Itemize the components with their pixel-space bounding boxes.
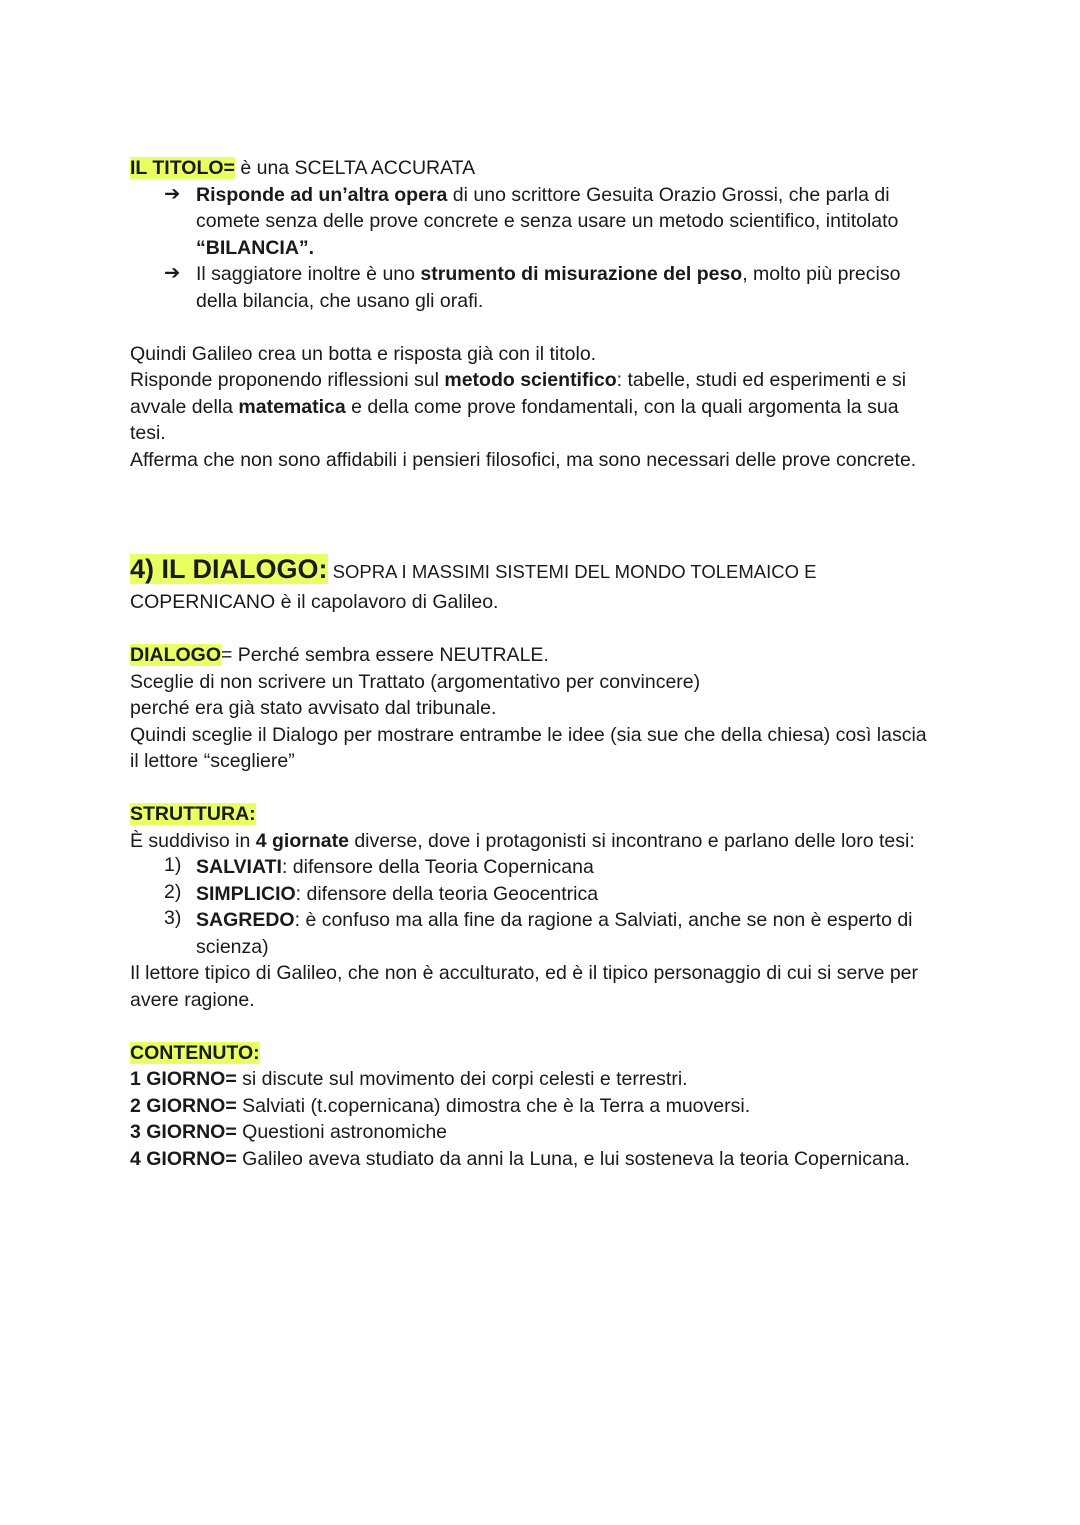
document-page xyxy=(130,155,960,1172)
para-line: avvale della matematica e della come prove fondamentali, con la quali argomenta la sua xyxy=(130,395,899,418)
para-line: Afferma che non sono affidabili i pensieri filosofici, ma sono necessari delle prove concrete. xyxy=(130,448,917,471)
list-item: 2) SIMPLICIO: difensore della teoria Geocentrica xyxy=(164,880,599,905)
para-line: È suddiviso in 4 giornate diverse, dove i protagonisti si incontrano e parlano delle loro tesi: xyxy=(130,829,915,852)
bullet-text: della bilancia, che usano gli orafi. xyxy=(196,289,484,312)
arrow-icon: ➔ xyxy=(164,182,181,205)
bullet-text: Il saggiatore inoltre è uno xyxy=(196,263,421,285)
list-number: 2) xyxy=(164,880,182,903)
para-line: il lettore “scegliere” xyxy=(130,750,295,772)
bullet-bold: “BILANCIA”. xyxy=(196,236,315,259)
contenuto-label: CONTENUTO: xyxy=(130,1041,260,1064)
section-heading: 4) IL DIALOGO: xyxy=(130,554,328,584)
contenuto-row: 1 GIORNO= si discute sul movimento dei corpi celesti e terrestri. xyxy=(130,1068,688,1090)
para-line: Sceglie di non scrivere un Trattato (argomentativo per convincere) xyxy=(130,670,701,693)
para-line: Quindi sceglie il Dialogo per mostrare entrambe le idee (sia sue che della chiesa) così lascia xyxy=(130,723,927,746)
titolo-heading: IL TITOLO= xyxy=(130,157,235,179)
section-heading-line xyxy=(130,552,960,589)
bullet-bold: strumento di misurazione del peso xyxy=(420,263,743,285)
contenuto-row: 4 GIORNO= Galileo aveva studiato da anni la Luna, e lui sosteneva la teoria Copernicana. xyxy=(130,1147,910,1170)
dialogo-def-line: DIALOGO= Perché sembra essere NEUTRALE. xyxy=(130,644,549,666)
titolo-heading-line xyxy=(130,155,960,182)
bullet-text: comete senza delle prove concrete e senza usare un metodo scientifico, intitolato xyxy=(196,210,899,232)
para-line: avere ragione. xyxy=(130,988,255,1011)
list-number: 1) xyxy=(164,854,182,876)
para-line: Risponde proponendo riflessioni sul metodo scientifico: tabelle, studi ed esperimenti e si xyxy=(130,369,907,391)
titolo-bullet-2 xyxy=(130,261,960,314)
bullet-text: di uno scrittore Gesuita Orazio Grossi, che parla di xyxy=(447,183,890,206)
section-subline: COPERNICANO è il capolavoro di Galileo. xyxy=(130,591,499,613)
list-item: 1) SALVIATI: difensore della Teoria Copernicana xyxy=(164,854,594,878)
contenuto-row: 2 GIORNO= Salviati (t.copernicana) dimostra che è la Terra a muoversi. xyxy=(130,1094,751,1117)
para-line: Quindi Galileo crea un botta e risposta già con il titolo. xyxy=(130,342,597,365)
titolo-bullet-1 xyxy=(130,182,960,262)
para-line: Il lettore tipico di Galileo, che non è acculturato, ed è il tipico personaggio di cui si serve per xyxy=(130,962,919,984)
struttura-label: STRUTTURA: xyxy=(130,803,256,825)
titolo-heading-rest: è una SCELTA ACCURATA xyxy=(234,157,476,179)
arrow-icon: ➔ xyxy=(164,262,181,284)
bullet-text: , molto più preciso xyxy=(742,263,901,285)
dialogo-label: DIALOGO xyxy=(130,644,221,666)
section-heading-rest: SOPRA I MASSIMI SISTEMI DEL MONDO TOLEMAICO E xyxy=(327,561,817,582)
contenuto-heading-line xyxy=(130,1040,960,1067)
list-number: 3) xyxy=(164,907,182,929)
list-item: 3) SAGREDO: è confuso ma alla fine da ragione a Salviati, anche se non è esperto di scienza) xyxy=(164,907,913,958)
bullet-bold: Risponde ad un’altra opera xyxy=(196,183,448,206)
para-line: tesi. xyxy=(130,422,166,444)
para-line: perché era già stato avvisato dal tribunale. xyxy=(130,697,497,719)
struttura-heading-line xyxy=(130,801,960,828)
contenuto-row: 3 GIORNO= Questioni astronomiche xyxy=(130,1121,448,1143)
